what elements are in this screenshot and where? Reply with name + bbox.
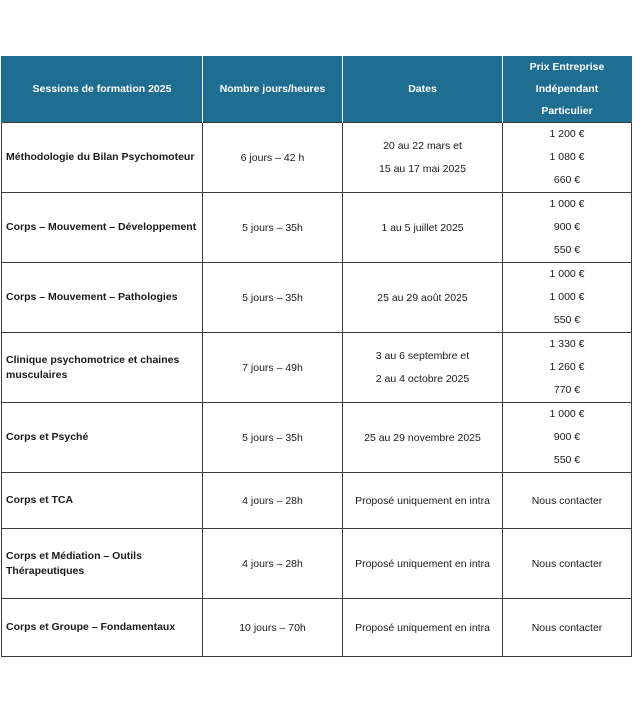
session-dates (343, 123, 503, 193)
header-session: Sessions de formation 2025 (2, 56, 203, 123)
session-prices (503, 263, 632, 333)
session-duration: 10 jours – 70h (203, 599, 343, 657)
session-duration: 5 jours – 35h (203, 403, 343, 473)
session-prices: Nous contacter (503, 529, 632, 599)
session-prices: Nous contacter (503, 599, 632, 657)
price-entreprise: 1 000 € (549, 408, 585, 420)
session-duration: 5 jours – 35h (203, 193, 343, 263)
price-independant: 1 000 € (549, 291, 585, 303)
table-header-row (2, 56, 632, 123)
table-row (2, 599, 632, 657)
table-row (2, 193, 632, 263)
session-name: Corps et Psyché (2, 403, 203, 473)
session-date-line: 20 au 22 mars et (383, 140, 462, 152)
session-duration: 4 jours – 28h (203, 529, 343, 599)
session-dates: 25 au 29 août 2025 (343, 263, 503, 333)
table-row (2, 473, 632, 529)
table-row (2, 263, 632, 333)
session-duration: 7 jours – 49h (203, 333, 343, 403)
session-dates: Proposé uniquement en intra (343, 599, 503, 657)
session-prices (503, 123, 632, 193)
session-name: Méthodologie du Bilan Psychomoteur (2, 123, 203, 193)
session-prices (503, 333, 632, 403)
price-independant: 1 080 € (549, 151, 585, 163)
session-name: Corps et TCA (2, 473, 203, 529)
table-row (2, 403, 632, 473)
session-name: Clinique psychomotrice et chaines musculaires (2, 333, 203, 403)
header-price-entreprise: Prix Entreprise (529, 61, 605, 73)
price-entreprise: 1 000 € (549, 198, 585, 210)
header-price-particulier: Particulier (541, 105, 593, 117)
price-independant: 900 € (553, 221, 581, 233)
table-row (2, 333, 632, 403)
session-prices (503, 193, 632, 263)
price-particulier: 550 € (553, 314, 581, 326)
session-date-line: 3 au 6 septembre et (375, 350, 470, 362)
session-duration: 6 jours – 42 h (203, 123, 343, 193)
table-row (2, 529, 632, 599)
table-row (2, 123, 632, 193)
session-prices (503, 403, 632, 473)
session-name: Corps – Mouvement – Pathologies (2, 263, 203, 333)
session-duration: 4 jours – 28h (203, 473, 343, 529)
session-dates: 1 au 5 juillet 2025 (343, 193, 503, 263)
price-particulier: 550 € (553, 454, 581, 466)
training-sessions-table (1, 56, 632, 657)
price-particulier: 660 € (553, 174, 581, 186)
price-particulier: 550 € (553, 244, 581, 256)
session-prices: Nous contacter (503, 473, 632, 529)
price-independant: 1 260 € (549, 361, 585, 373)
price-entreprise: 1 000 € (549, 268, 585, 280)
session-dates (343, 333, 503, 403)
session-date-line: 2 au 4 octobre 2025 (375, 373, 470, 385)
session-date-line: 15 au 17 mai 2025 (379, 163, 466, 175)
session-dates: Proposé uniquement en intra (343, 529, 503, 599)
session-duration: 5 jours – 35h (203, 263, 343, 333)
price-particulier: 770 € (553, 384, 581, 396)
header-prices (503, 56, 632, 123)
price-entreprise: 1 200 € (549, 128, 585, 140)
session-dates: 25 au 29 novembre 2025 (343, 403, 503, 473)
price-independant: 900 € (553, 431, 581, 443)
header-duration: Nombre jours/heures (203, 56, 343, 123)
price-entreprise: 1 330 € (549, 338, 585, 350)
session-name: Corps et Médiation – Outils Thérapeutiques (2, 529, 203, 599)
header-dates: Dates (343, 56, 503, 123)
session-name: Corps et Groupe – Fondamentaux (2, 599, 203, 657)
header-price-independant: Indépendant (535, 83, 599, 95)
session-name: Corps – Mouvement – Développement (2, 193, 203, 263)
session-dates: Proposé uniquement en intra (343, 473, 503, 529)
